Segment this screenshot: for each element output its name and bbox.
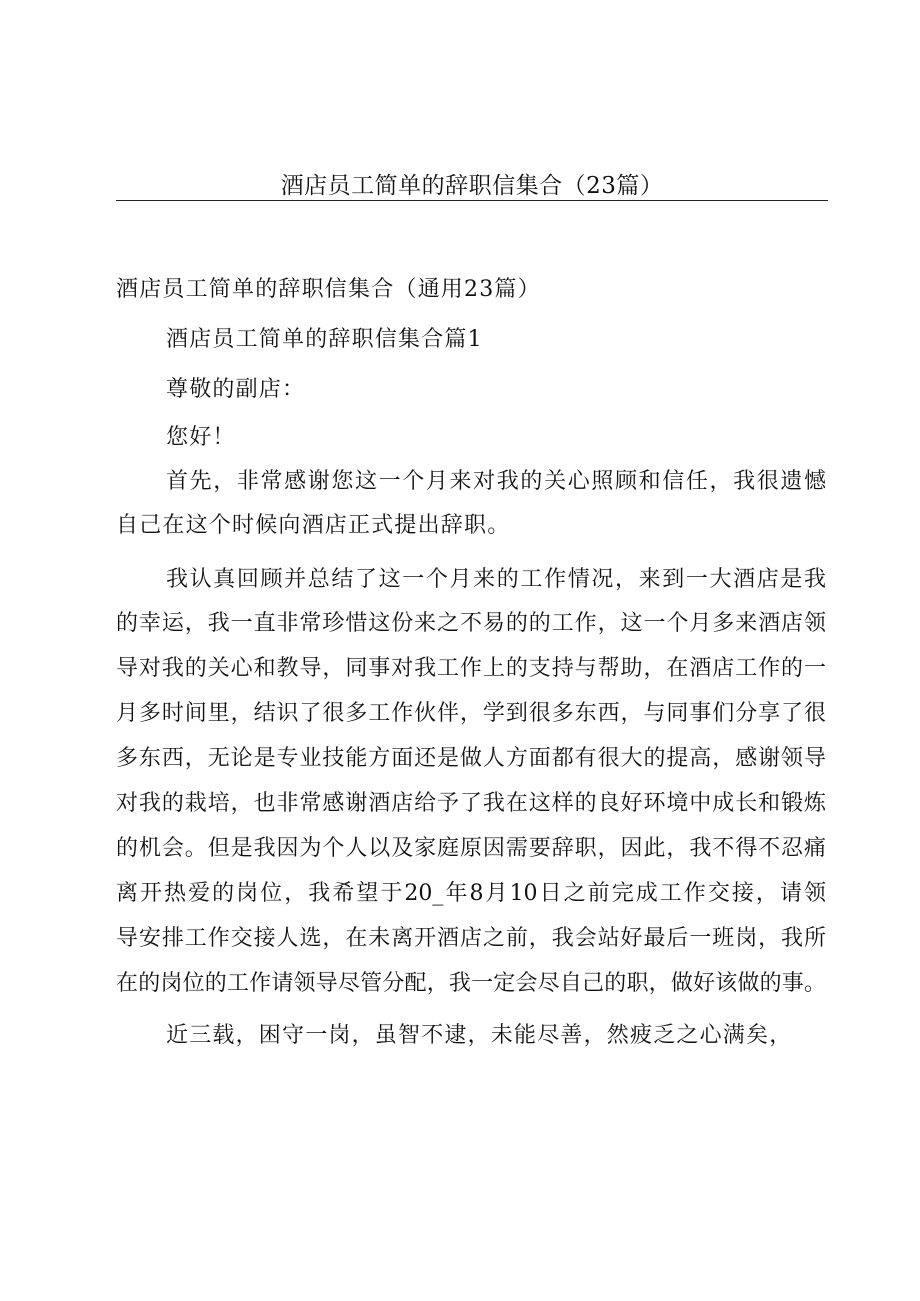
document-title: 酒店员工简单的辞职信集合（23篇） (280, 173, 664, 199)
paragraph-2-line-7: 的机会。但是我因为个人以及家庭原因需要辞职，因此，我不得不忍痛 (116, 836, 826, 861)
paragraph-3-line-1: 近三载，困守一岗，虽智不逮，未能尽善，然疲乏之心满矣， (166, 1023, 793, 1048)
title-underline (116, 200, 828, 201)
section-heading: 酒店员工简单的辞职信集合篇1 (166, 327, 483, 352)
greeting: 您好！ (166, 425, 236, 450)
paragraph-2-line-10: 在的岗位的工作请领导尽管分配，我一定会尽自己的职，做好该做的事。 (116, 971, 826, 996)
paragraph-2-line-8: 离开热爱的岗位，我希望于20_年8月10日之前完成工作交接，请领 (116, 881, 826, 906)
document-subtitle: 酒店员工简单的辞职信集合（通用23篇） (116, 277, 541, 302)
paragraph-1-line-2: 自己在这个时候向酒店正式提出辞职。 (116, 513, 511, 538)
paragraph-2-line-9: 导安排工作交接人选，在未离开酒店之前，我会站好最后一班岗，我所 (116, 926, 826, 951)
paragraph-2-line-2: 的幸运，我一直非常珍惜这份来之不易的的工作，这一个月多来酒店领 (116, 611, 826, 636)
paragraph-2-line-6: 对我的栽培，也非常感谢酒店给予了我在这样的良好环境中成长和锻炼 (116, 791, 826, 816)
paragraph-2-line-4: 月多时间里，结识了很多工作伙伴，学到很多东西，与同事们分享了很 (116, 701, 826, 726)
paragraph-2-line-5: 多东西，无论是专业技能方面还是做人方面都有很大的提高，感谢领导 (116, 746, 826, 771)
paragraph-2-line-3: 导对我的关心和教导，同事对我工作上的支持与帮助，在酒店工作的一 (116, 656, 826, 681)
paragraph-1-line-1: 首先，非常感谢您这一个月来对我的关心照顾和信任，我很遗憾 (166, 469, 826, 494)
salutation: 尊敬的副店： (166, 377, 306, 402)
paragraph-2-line-1: 我认真回顾并总结了这一个月来的工作情况，来到一大酒店是我 (166, 567, 826, 592)
